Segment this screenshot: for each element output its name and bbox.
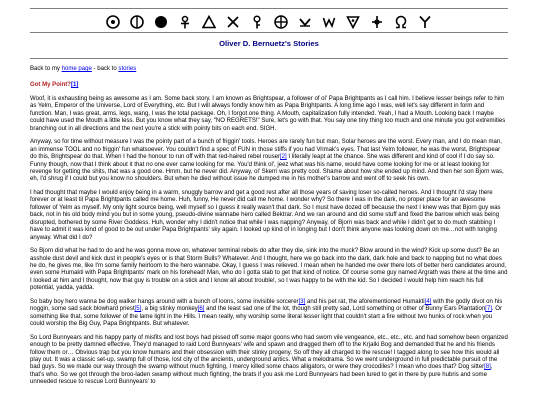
footnote-link-7[interactable]: [7] <box>485 306 492 313</box>
story-paragraph-5 <box>30 299 508 329</box>
footnote-link-2[interactable]: [2] <box>279 154 287 161</box>
page-title: Oliver D. Bernuetz's Stories <box>219 39 319 48</box>
ornate-cross-icon <box>370 15 384 29</box>
cross-x-icon <box>226 15 240 29</box>
footnote-link-4[interactable]: [4] <box>424 298 432 305</box>
paragraph-text: I had thought that maybe I would enjoy being in a warm, snuggly barrow and get a good rest after all those years of saving loser so-called heroes. And I thought I'd stay there forever or at least til Papa Brightpants called me home. Huh, funny, He never did call me home. I wonder why? So there I was in the dark, no proper place for an awesome follower of Yelm as myself. My only light source being, well myself so I guess it really wasn't that dark. So I must have dozed off because the next I knew was that Bjorn guy was back, not in his old body mind you but in some young, pseudo-divine wannabe hero called Bektrar. And we ran around and did some stuff and fixed the barrow which was being disrupted, bothered by some River Goddess. Huh, wonder why I didn't notice that while I was napping? Anyway, ol' Bjorn was back and while I didn't get to do much stabbing I have to admit it was kind of good to be out under Papa Brightpants' sky again. I looked up kind of in longing but I don't think anyone was looking down on me…not with longing anyway. What did I do? <box>30 189 501 241</box>
story-paragraph-3 <box>30 190 508 242</box>
y-fork-icon <box>418 15 432 29</box>
story-paragraph-4 <box>30 248 508 293</box>
title-rule <box>30 58 508 59</box>
footnote-link-3[interactable]: [3] <box>298 298 306 305</box>
delta-icon <box>202 15 216 29</box>
target-circle-icon <box>106 15 120 29</box>
paragraph-text: So Bjorn did what he had to do and he was gonna move on, whatever terminal rebels do after they die, sink into the muck? Blow around in the wind? Kick up some dust? Be an asshole dust devil and kick dust in people's eyes or is that Storm Bulls? Whatever. And I thought, here we go back into the dark, dark hole and back to napping but no what does he do, he gives me, like I'm some family heirloom to the hero wannabe. Okay, I guess I was relieved. I mean when he handed me over there lots of better hero candidates around, even some Humakti with Papa Brightpants' mark on his forehead! Man, who do I gotta stab to get that kind of notice. Of course some guy named Argrath was there at the time and I looked at him and I thought, now that guy is trouble on a stick and I know all about trouble!, so I was happy to be with the kid. So I decided I would help him reach his full potential, yadda, yadda. <box>30 248 508 292</box>
footnote-link-8[interactable]: [8] <box>484 364 491 371</box>
paragraph-text: . Or something like that, some follower of the lame light in the Hills. I mean really, why worship some literal lesser light that couldn't start a fire without two hunks of rock when you could worship the Big Guy, Papa Brightpants. But whatever. <box>30 306 502 328</box>
story-paragraph-6 <box>30 335 508 387</box>
ankh-icon <box>178 15 192 29</box>
navigation-line <box>30 66 508 73</box>
stories-link[interactable]: stories <box>118 66 137 72</box>
key-icon <box>250 15 264 29</box>
nav-middle: - back to <box>91 66 119 72</box>
story-heading-text: Got My Point? <box>30 82 71 89</box>
footnote-link-6[interactable]: [6] <box>197 306 205 313</box>
chevron-icon <box>298 15 312 29</box>
mid-rule <box>30 32 508 33</box>
circle-stroke-icon <box>130 15 144 29</box>
paragraph-text: Anyway, so for time without measure I was the pointy part of a bunch of friggin' tools. Heroes are rarely fun but man, Solar heroes are the worst. Every man, and I do mean man, an immense TOOL and no friggin' fun whatsoever. You couldn't find a spec of FUN in those stiffs if you had Vrimak's eyes. That last Yelm follower, he was the worst, Brightspear do this, Brightspear do that. When I had the honour to run off with that red-haired rebel rouser <box>30 139 502 161</box>
story-heading <box>30 82 508 89</box>
paragraph-text: , a big stinky monkey <box>141 306 198 313</box>
story-content <box>30 66 508 393</box>
top-rule <box>30 8 508 9</box>
paragraph-text: Woof, it is exhausting being as awesome as I am. Some back story. I am known as Brightspear, a follower of ol' Papa Brightpants as I call him. I believe lesser beings refer to him as Yelm, Emperor of the Universe, Lord of Everything, etc. But I will always fondly know him as Papa Brightpants. A long time ago I was, well let's say different in form and function. Man, I was great, arms, legs, wang, I was the total package. Oh, I forgot one thing. A Mouth, capitalization fully intended. Yeah, I had a Mouth. Looking back I maybe could have used the Mouth a little less. But you know what they say, "NO REGRETS!" Sure, let's go with that. You say one tiny thing too much and one minute you got extremities branching out in all directions and the next you're a stick with pointy bits on each end. SIGH. <box>30 95 506 132</box>
paragraph-text: So Lord Bunnyears and his happy party of misfits and lost boys had pissed off some major goons who had sworn vile vengeance, etc., etc., etc. and had somehow been organized enough to be pretty damned effective. They'd managed to raid Lord Bunnyears' wife and spawn and dragged them off to the Krjalki Bog and demanded that he and his friends follow them or… Obvious trap but you know humans and their obsession with their stinky progeny. So off they all charged to the rescue! I tagged along to see how this would all play out. It was a classic set-up, swamp full of those, lost city of the ancients, underground antics. What a melodrama. So we went underground in full predictable pursuit of the bad guys. So we made our way through the swamp without much fighting, I mercy killed some chaos alligators, or were they crocodiles? I mean who does that? Dog sitter <box>30 334 508 371</box>
paragraph-text: , that's who. So we got through the broo-laden swamp without much fighting, the brats if you ask me Lord Bunnyears had been lured to get in there by pure hubris and some unneeded rescue to rescue Lord Bunnyears' to <box>30 364 493 386</box>
nav-prefix: Back to my <box>30 66 62 72</box>
footnote-link-5[interactable]: [5] <box>134 306 142 313</box>
paragraph-text: and the least sad one of the lot, though still pretty sad, Lord something or other of Bunny Ears Plantation <box>204 306 486 313</box>
paragraph-text: with the godly divot on his noggin, some sad sack blowhard priest <box>30 298 503 313</box>
paragraph-text: So baby boy hero wanna be dog walker hangs around with a bunch of loons, some invisible sorcerer <box>30 298 299 305</box>
rune-glyph-row <box>30 12 508 32</box>
story-paragraph-2 <box>30 139 508 184</box>
crossed-circle-icon <box>274 15 288 29</box>
paragraph-text: I literally leapt at the chance. She was different and kind of cool if I do say so. Funny though, now that I think about it that no one ever came looking for me. You'd think ol', jeez what was his name, would have come looking for me or at least looking for revenge for getting the shits, that was a good one. Hmm, but he never did. Anyway, ol' Skerri was pretty cool. Shame about how she ended up mind. And then her son Bjorn was, eh, I'd shrug if I could but you know no shoulders. But when he died without issue he dumped me in his mother's barrow and went off to seek his own. <box>30 154 504 183</box>
triangle-dot-icon <box>346 15 360 29</box>
paragraph-text: and his pet rat, the aforementioned Humakti <box>305 298 425 305</box>
shield-m-icon <box>322 15 336 29</box>
omega-icon <box>394 15 408 29</box>
home-page-link[interactable]: home page <box>61 66 92 72</box>
footnote-link-1[interactable]: [1] <box>70 82 79 89</box>
story-paragraph-1 <box>30 96 508 133</box>
filled-circle-icon <box>154 15 168 29</box>
